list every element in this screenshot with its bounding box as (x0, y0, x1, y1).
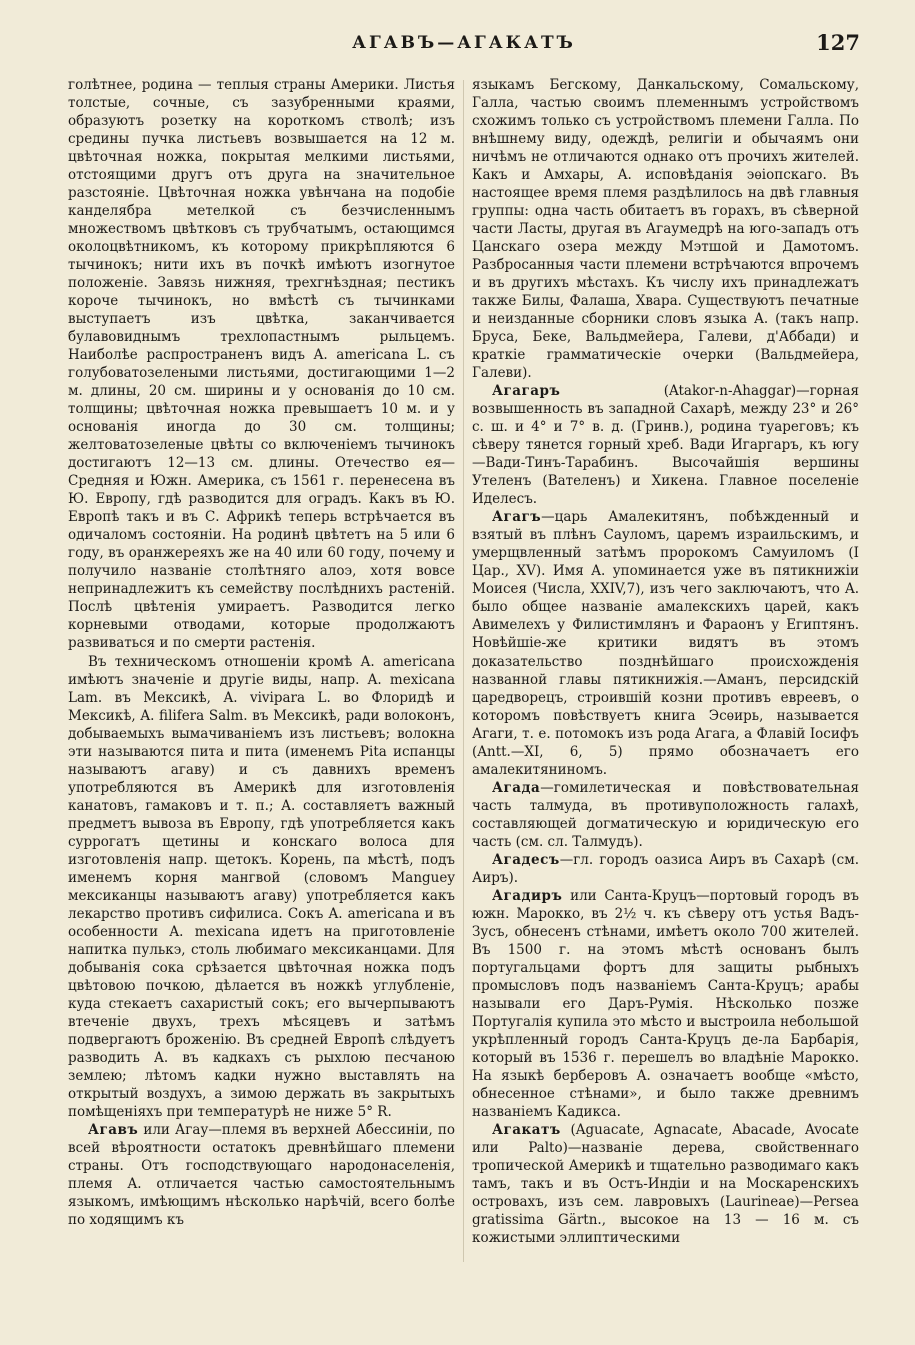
running-title: АГАВЪ—АГАКАТЪ (352, 33, 576, 53)
entry-agagar (472, 382, 859, 508)
entry-agav (68, 1121, 455, 1229)
entry-agag (472, 508, 859, 778)
headword: Агадиръ (492, 887, 563, 904)
headword: Агавъ (88, 1121, 139, 1138)
headword: Агадесъ (492, 851, 560, 868)
entry-body: или Санта-Круцъ—портовый городъ въ южн. Марокко, въ 2½ ч. къ сѣверу отъ устья Вадъ-Зусъ, обнесенъ стѣнами, имѣетъ около 700 жителей. Въ 1500 г. на этомъ мѣстѣ основанъ былъ португальцами фортъ для защиты рыбныхъ промысловъ подъ названіемъ Санта-Круцъ; арабы называли его Даръ-Румія. Нѣсколько позже Португалія купила это мѣсто и выстроила небольшой укрѣпленный городъ Санта-Круцъ де-ла Барбарія, который въ 1536 г. перешелъ во владѣніе Марокко. На языкѣ берберовъ A. означаетъ вообще «мѣсто, обнесенное стѣнами», и было также древнимъ названіемъ Кадикса. (472, 887, 859, 1120)
headword: Агагъ (492, 509, 542, 526)
page-number: 127 (816, 30, 860, 55)
entry-body: —гл. городъ оазиса Аиръ въ Сахарѣ (см. Аиръ). (472, 851, 859, 886)
entry-agades (472, 851, 859, 887)
headword: Агакатъ (492, 1121, 561, 1138)
article-continuation: языкамъ Бегскому, Данкальскому, Сомальскому, Галла, частью своимъ племеннымъ устройствомъ схожимъ только съ устройствомъ племени Галла. По внѣшнему виду, одеждѣ, религіи и обычаямъ они ничѣмъ не отличаются однако отъ прочихъ жителей. Какъ и Амхары, A. исповѣданія эѳіопскаго. Въ настоящее время племя раздѣлилось на двѣ главныя группы: одна часть обитаетъ въ горахъ, въ сѣверной части Ласты, другая въ Агаумедрѣ на юго-западъ отъ Цанскаго озера между Мэтшой и Дамотомъ. Разбросанныя части племени встрѣчаются впрочемъ и въ другихъ мѣстахъ. Къ числу ихъ принадлежатъ также Билы, Фалаша, Хвара. Существуютъ печатные и неизданные сборники словъ языка A. (такъ напр. Бруса, Беке, Вальдмейера, Галеви, д'Аббади) и краткіе грамматическіе очерки (Вальдмейера, Галеви). (472, 77, 859, 382)
entry-body: (Atakor-n-Ahaggar)—горная возвышенность въ западной Сахарѣ, между 23° и 26° с. ш. и 4° и 7° в. д. (Гринв.), родина туареговъ; къ сѣверу тянется горный хреб. Вади Игаргаръ, къ югу—Вади-Тинъ-Тарабинъ. Высочайшія вершины Утеленъ (Вателенъ) и Хикена. Главное поселеніе Иделесъ. (472, 383, 859, 508)
left-column (68, 76, 455, 1229)
entry-agada (472, 779, 859, 851)
entry-body: (Aguacate, Agnacate, Abacade, Avocate или Palto)—названіе дерева, свойственнаго тропической Америкѣ и тщательно разводимаго какъ тамъ, такъ и въ Остъ-Индіи и на Москаренскихъ островахъ, изъ сем. лавровыхъ (Laurineae)—Persea gratissima Gärtn., высокое на 13 — 16 м. съ кожистыми эллиптическими (472, 1121, 859, 1246)
entry-agakat (472, 1121, 859, 1247)
entry-agadir (472, 887, 859, 1121)
article-paragraph: Въ техническомъ отношеніи кромѣ A. americana имѣютъ значеніе и другіе виды, напр. A. mexicana Lam. въ Мексикѣ, A. vivipara L. во Флоридѣ и Мексикѣ, A. filifera Salm. въ Мексикѣ, ради волоконъ, добываемыхъ вымачиваніемъ изъ листьевъ; волокна эти называются пита и пита (именемъ Pita испанцы называютъ агаву) и съ давнихъ временъ употребляются въ Америкѣ для изготовленія канатовъ, гамаковъ и т. п.; A. составляетъ важный предметъ вывоза въ Европу, гдѣ употребляется какъ суррогатъ щетины и конскаго волоса для изготовленія напр. щетокъ. Корень, па мѣстѣ, подъ именемъ корня мангвой (словомъ Manguey мексиканцы называютъ агаву) употребляется какъ лекарство противъ сифилиса. Сокъ A. americana и въ особенности A. mexicana идетъ на приготовленіе напитка пулькэ, столь любимаго мексиканцами. Для добыванія сока срѣзается цвѣточная ножка подъ цвѣтовою почкою, дѣлается въ ножкѣ углубленіе, куда стекаетъ сахаристый сокъ; его вычерпываютъ втеченіе двухъ, трехъ мѣсяцевъ и затѣмъ подвергаютъ броженію. Въ средней Европѣ слѣдуетъ разводить A. въ кадкахъ съ рыхлою песчаною землею; лѣтомъ кадки нужно выставлять на открытый воздухъ, а зимою держать въ закрытыхъ помѣщеніяхъ при температурѣ не ниже 5° R. (68, 653, 455, 1120)
page-header (68, 30, 860, 64)
column-divider (463, 80, 464, 1262)
article-continuation: голѣтнее, родина — теплыя страны Америки. Листья толстые, сочные, съ зазубренными краями, образуютъ розетку на короткомъ стволѣ; изъ средины пучка листьевъ возвышается на 12 м. цвѣточная ножка, покрытая мелкими листьями, отстоящими другъ отъ друга на значительное разстояніе. Цвѣточная ножка увѣнчана на подобіе канделябра метелкой съ безчисленнымъ множествомъ цвѣтковъ съ трубчатымъ, остающимся околоцвѣтникомъ, къ которому прикрѣпляются 6 тычинокъ; нити ихъ въ почкѣ имѣютъ изогнутое положеніе. Завязь нижняя, трехгнѣздная; пестикъ короче тычинокъ, но вмѣстѣ съ тычинками выступаетъ изъ цвѣтка, заканчивается булавовиднымъ трехлопастнымъ рыльцемъ. Наиболѣе распространенъ видъ A. americana L. съ голубоватозелеными листьями, достигающими 1—2 м. длины, 20 см. ширины и у основанія до 10 см. толщины; цвѣточная ножка превышаетъ 10 м. и у основанія иногда до 30 см. толщины; желтоватозеленые цвѣты со включеніемъ тычинокъ достигаютъ 12—13 см. длины. Отечество ея—Средняя и Южн. Америка, съ 1561 г. перенесена въ Ю. Европу, гдѣ разводится для оградъ. Какъ въ Ю. Европѣ такъ и въ С. Африкѣ теперь встрѣчается въ одичаломъ состояніи. На родинѣ цвѣтетъ на 5 или 6 году, въ оранжереяхъ же на 40 или 60 году, почему и получило названіе столѣтняго алоэ, хотя вовсе непринадлежитъ къ семейству послѣднихъ растеній. Послѣ цвѣтенія умираетъ. Разводится легко корневыми отводами, которые продолжаютъ развиваться и по смерти растенія. (68, 77, 455, 652)
headword: Агада (492, 779, 541, 796)
right-column (472, 76, 859, 1247)
entry-body: или Агау—племя въ верхней Абессиніи, по всей вѣроятности остатокъ древнѣйшаго племени страны. Отъ господствующаго народонаселенія, племя A. отличается частью самостоятельнымъ языкомъ, имѣющимъ нѣсколько нарѣчій, всего болѣе по ходящимъ къ (68, 1121, 455, 1228)
entry-body: —царь Амалекитянъ, побѣжденный и взятый въ плѣнъ Сауломъ, царемъ израильскимъ, и умерщвленный затѣмъ пророкомъ Самуиломъ (I Цар., XV). Имя A. упоминается уже въ пятикнижіи Моисея (Числа, XXIV,7), изъ чего заключаютъ, что A. было общее названіе амалекскихъ царей, какъ Авимелехъ у Филистимлянъ и Фараонъ у Египтянъ. Новѣйшіе-же критики видятъ въ этомъ доказательство позднѣйшаго происхожденія названной главы пятикнижія.—Аманъ, персидскій царедворецъ, строившій козни противъ евреевъ, о которомъ повѣствуетъ книга Эсѳирь, называется Агаги, т. е. потомокъ изъ рода Агага, а Флавій Іосифъ (Antt.—XI, 6, 5) прямо обозначаетъ его амалекитяниномъ. (472, 509, 859, 778)
headword: Агагаръ (492, 383, 561, 400)
entry-body: —гомилетическая и повѣствовательная часть талмуда, въ противуположность галахѣ, составляющей догматическую и юридическую его часть (см. сл. Талмудъ). (472, 779, 859, 850)
